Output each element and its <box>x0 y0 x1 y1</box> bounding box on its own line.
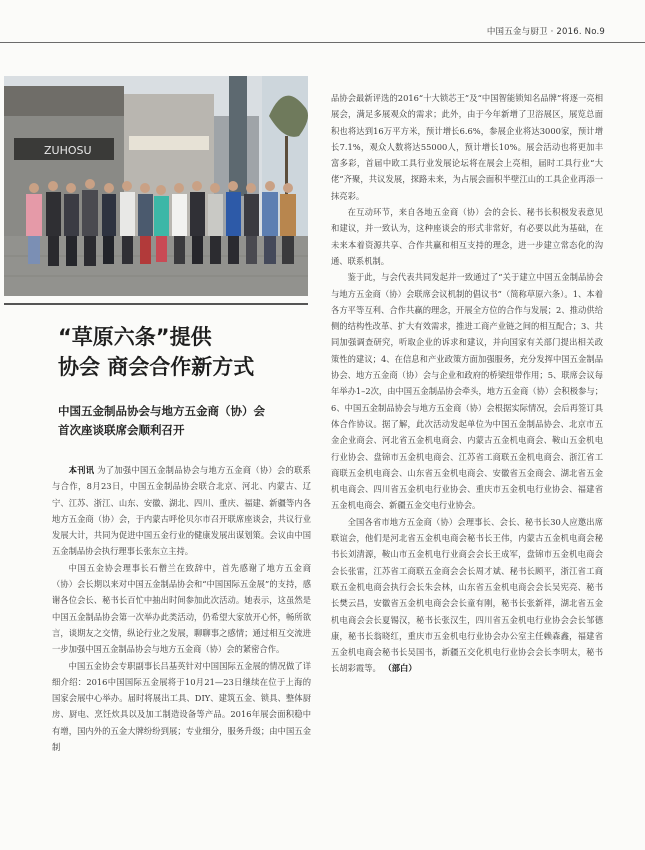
article-title <box>58 322 318 382</box>
running-header: 中国五金与厨卫 · 2016. No.9 <box>486 27 605 37</box>
photo-divider <box>4 303 308 305</box>
article-subtitle-line-2: 首次座谈联席会顺利召开 <box>58 423 185 437</box>
article-subtitle <box>58 402 310 440</box>
body-column-left <box>52 462 311 755</box>
lead-label: 本刊讯 <box>68 465 95 475</box>
header-rule <box>0 42 645 43</box>
body-column-right <box>331 90 603 677</box>
group-photo <box>4 76 308 296</box>
paragraph-text: 为了加强中国五金制品协会与地方五金商（协）会的联系与合作，8月23日，中国五金制品协会联合北京、河北、内蒙古、辽宁、江苏、浙江、山东、安徽、湖北、四川、重庆、福建、新疆等内各地方五金商（协）会，于内蒙古呼伦贝尔市召开联席座谈会，共议行业发展大计，共同为促进中国五金行业的健康发展出谋划策。会议由中国五金制品协会执行理事长张东立主持。 <box>52 465 311 557</box>
article-subtitle-line-1: 中国五金制品协会与地方五金商（协）会 <box>58 404 265 418</box>
group-photo-icon <box>4 76 308 296</box>
body-paragraph: 中国五金协会理事长石僧兰在致辞中，首先感谢了地方五金商（协）会长期以来对中国五金制品协会和“中国国际五金展”的支持，感谢各位会长、秘书长百忙中抽出时间参加此次活动。她表示，这虽然是中国五金制品协会第一次举办此类活动，仍希望大家放开心怀，畅所欲言，谈期友之交情，纵论行业之发展，聊聊事之感情；通过相互交流进一步加强中国五金制品协会与地方五金商（协）会的紧密合作。 <box>52 562 311 655</box>
body-paragraph: 品协会最新评选的2016“十大锁芯王”及“中国智能锁知名品牌”将逐一亮相展会，满足多展观众的需求；此外，由于今年新增了卫浴展区，展览总面积也将达到16万平方米，预计增长6.6%，参展企业将达3000家，预计增长7.1%，观众人数将达55000人，预计增长10%。展会活动也将更加丰富多彩，首届中欧工具行业发展论坛将在展会上亮相，届时工具行业“大佬”齐聚，共议发展，探路未来，为占展会面积半壁江山的工具企业再添一抹亮彩。 <box>331 93 603 201</box>
body-paragraph: 中国五金协会专职副事长吕基英针对中国国际五金展的情况做了详细介绍：2016中国国际五金展将于10月21—23日继续在位于上海的国家会展中心举办。届时将展出工具、DIY、建筑五金、锁具、整体厨房、厨电、烹饪炊具以及加工制造设备等产品。2016年展会面积稳中有增，国内外的五金大牌纷纷到展；专业细分，服务升级；由中国五金制 <box>52 660 311 753</box>
body-paragraph: 在互动环节，来自各地五金商（协）会的会长、秘书长积极发表意见和建议，并一致认为，这种座谈会的形式非常好，有必要以此为基础，在未来本着资源共享、合作共赢和相互支持的理念，进一步建立常态化的沟通、联系机制。 <box>331 207 603 266</box>
body-paragraph <box>331 514 603 677</box>
author-end-mark: （部白） <box>383 663 417 674</box>
body-paragraph <box>52 462 311 560</box>
body-paragraph: 鉴于此，与会代表共同发起并一致通过了“关于建立中国五金制品协会与地方五金商（协）会联席会议机制的倡议书”（简称草原六条）。1、本着各方平等互利、合作共赢的理念，开展全方位的合作与发展；2、推动供给侧的结构性改革、扩大有效需求，推进工商产业链之间的相互配合；3、共同加强调查研究，听取企业的诉求和建议，并向国家有关部门提出相关政策性的建议；4、在信息和产业政策方面加强服务，充分发挥中国五金制品协会、地方五金商（协）会与企业和政府的桥梁纽带作用；5、联席会议每年举办1–2次，由中国五金制品协会牵头，地方五金商（协）会积极参与；6、中国五金制品协会与地方五金商（协）会根据实际情况，会后再签订具体合作协议。据了解，此次活动发起单位为中国五金制品协会、北京市五金企业商会、河北省五金机电商会、内蒙古五金机电商会、鞍山五金机电行业协会、盘锦市五金机电商会、江苏省工商联五金机电商会、浙江省工商联五金机电商会、山东省五金机电商会、安徽省五金商会、湖北省五金机电商会、四川省五金机电行业协会、重庆市五金机电行业协会、福建省五金机电商会、新疆五金交电行业协会。 <box>331 272 603 511</box>
article-title-line-2: 协会 商会合作新方式 <box>58 355 255 379</box>
article-title-line-1: “草原六条”提供 <box>58 325 212 349</box>
paragraph-text: 全国各省市地方五金商（协）会理事长、会长、秘书长30人应邀出席联谊会，他们是河北省五金机电商会秘书长王伟，内蒙古五金机电商会秘书长刘清源，鞍山市五金机电行业商会会长王成军，盘锦市五金机电商会会长张雷，江苏省工商联五金商会会长周才斌、秘书长顾平，浙江省工商联五金机电商会执行会长朱会林，山东省五金机电商会会长吴宪亮、秘书长樊云昌，安徽省五金机电商会会长童有刚，秘书长张新祥，湖北省五金机电商会会长夏锡汉，秘书长张汉生，四川省五金机电行业协会会长邹德康，秘书长翁晓红，重庆市五金机电行业协会办公室主任赖森鑫，福建省五金机电商会秘书长吴国书，新疆五交化机电行业协会会长李明太，秘书长胡彩霞等。 <box>331 516 603 674</box>
storefront-sign-text: ZUHOSU <box>44 144 92 157</box>
